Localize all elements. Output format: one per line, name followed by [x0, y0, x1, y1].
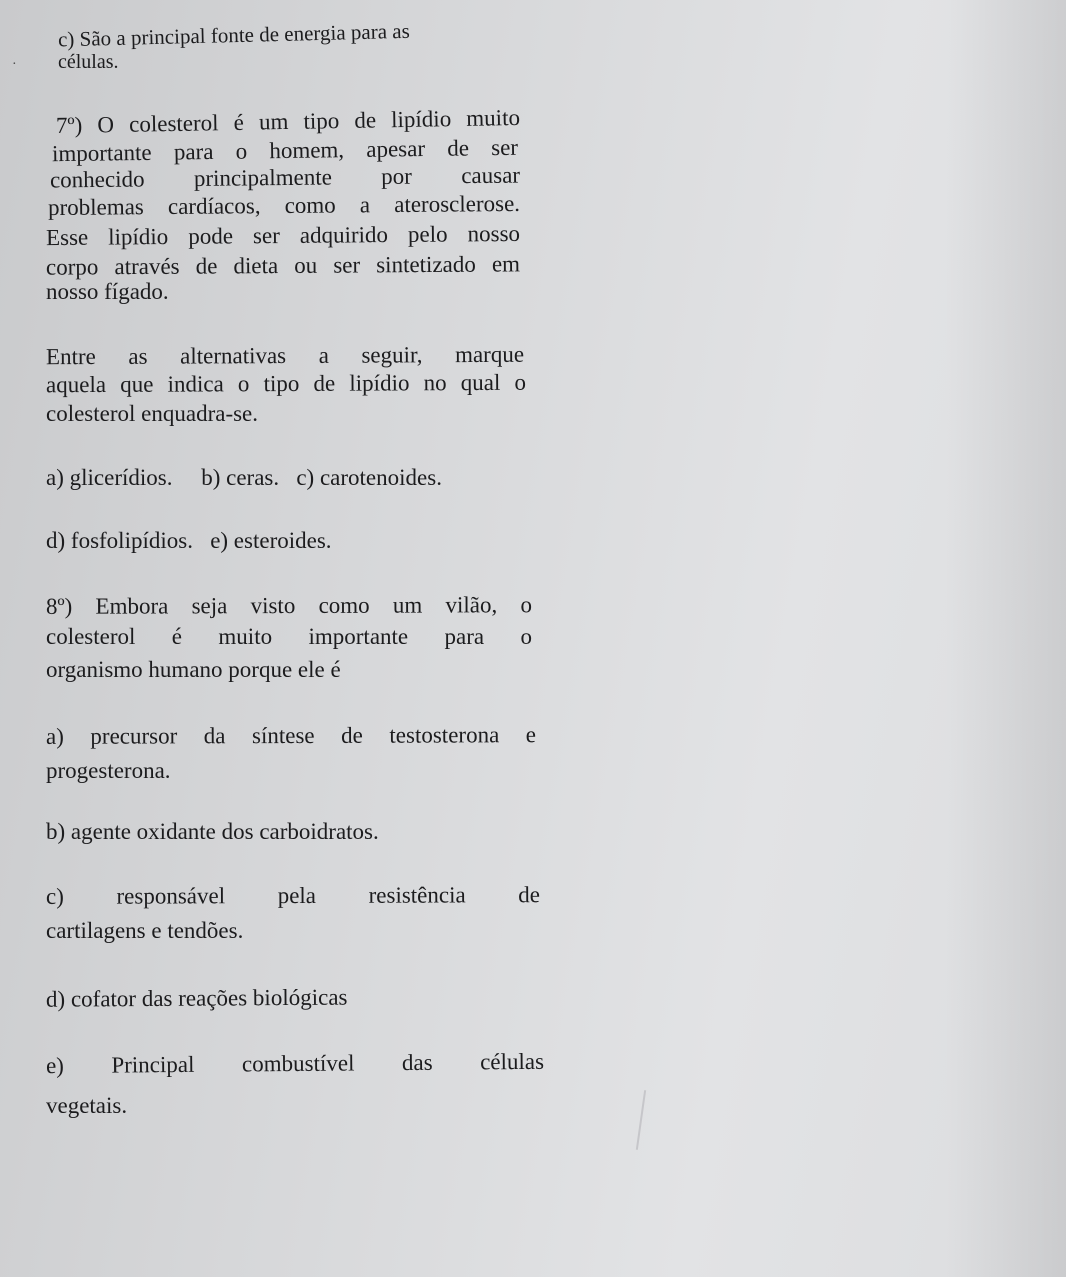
- question-7-line3: conhecido principalmente por causar: [49, 162, 521, 193]
- question-7-instruction-line2: aquela que indica o tipo de lipídio no qual o: [45, 369, 527, 398]
- page-shadow: [946, 0, 1066, 1277]
- question-7-line6: corpo através de dieta ou ser sintetizado em: [45, 251, 521, 280]
- question-7-line5: Esse lipídio pode ser adquirido pelo nosso: [45, 220, 521, 251]
- question-7-instruction-line3: colesterol enquadra-se.: [46, 401, 259, 426]
- question-8-option-a-line2: progesterona.: [46, 758, 171, 783]
- question-7-line2: importante para o homem, apesar de ser: [51, 134, 519, 167]
- option-c-previous-question-line1: c) São a principal fonte de energia para as: [57, 18, 411, 52]
- question-7-line7: nosso fígado.: [46, 279, 169, 304]
- question-8-option-c-line1: c) responsável pela resistência de: [45, 882, 541, 909]
- question-8-option-a-line1: a) precursor da síntese de testosterona e: [45, 722, 537, 749]
- question-8-option-d: d) cofator das reações biológicas: [45, 984, 348, 1012]
- question-7-instruction-line1: Entre as alternativas a seguir, marque: [45, 341, 525, 370]
- margin-dot: ·: [12, 57, 17, 72]
- question-8-line3: organismo humano porque ele é: [46, 657, 341, 682]
- question-8-option-e-line2: vegetais.: [46, 1093, 128, 1118]
- question-8-option-e-line1: e) Principal combustível das células: [45, 1048, 545, 1079]
- question-8-option-c-line2: cartilagens e tendões.: [46, 918, 244, 943]
- question-8-line1: 8º) Embora seja visto como um vilão, o: [45, 592, 533, 619]
- question-7-line1: 7º) O colesterol é um tipo de lipídio muito: [55, 104, 521, 139]
- question-7-line4: problemas cardíacos, como a aterosclerose.: [47, 190, 521, 221]
- question-8-line2: colesterol é muito importante para o: [46, 624, 532, 649]
- question-7-options-row2: d) fosfolipídios. e) esteroides.: [46, 528, 332, 553]
- question-7-options-row1: a) glicerídios. b) ceras. c) carotenoides.: [46, 465, 442, 490]
- question-8-option-b: b) agente oxidante dos carboidratos.: [46, 819, 379, 844]
- option-c-previous-question-line2: células.: [58, 51, 119, 73]
- paper-fold-mark: [636, 1090, 646, 1150]
